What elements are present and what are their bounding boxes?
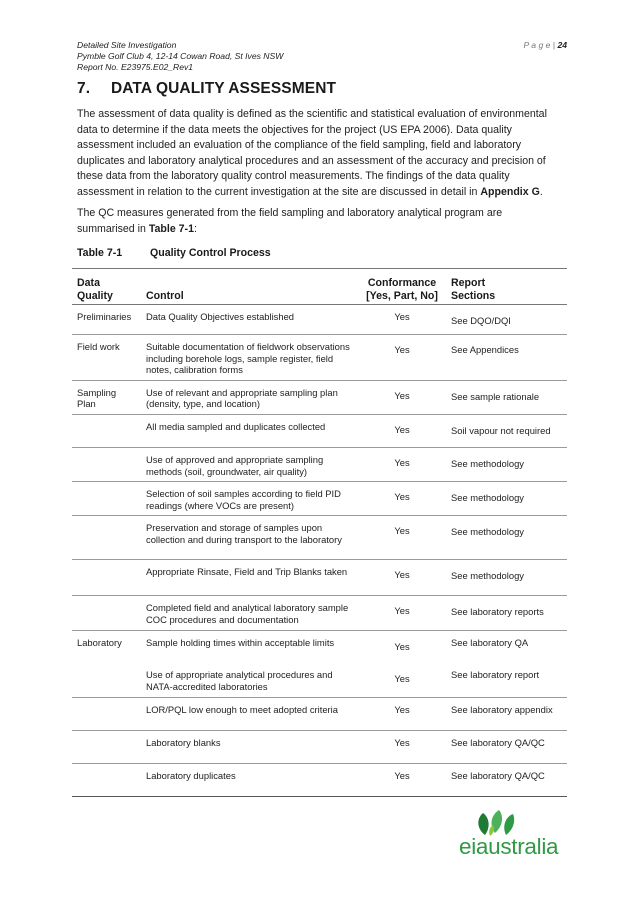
cell-data-quality bbox=[72, 697, 141, 730]
cell-data-quality bbox=[72, 516, 141, 560]
cell-report-section: See methodology bbox=[446, 482, 567, 516]
cell-report-section: Soil vapour not required bbox=[446, 414, 567, 447]
table-row bbox=[72, 730, 567, 763]
table-row bbox=[72, 305, 567, 335]
section-title: DATA QUALITY ASSESSMENT bbox=[111, 80, 337, 97]
cell-report-section: See methodology bbox=[446, 560, 567, 596]
cell-data-quality bbox=[72, 560, 141, 596]
cell-control: Selection of soil samples according to field PID readings (where VOCs are present) bbox=[141, 482, 358, 516]
cell-data-quality bbox=[72, 730, 141, 763]
cell-control: Laboratory blanks bbox=[141, 730, 358, 763]
header-data-quality: Data Quality bbox=[72, 269, 141, 305]
cell-conformance: Yes bbox=[358, 663, 446, 697]
intro-paragraph bbox=[77, 107, 562, 201]
cell-data-quality bbox=[72, 596, 141, 630]
cell-report-section: See sample rationale bbox=[446, 380, 567, 414]
table-reference: Table 7-1 bbox=[148, 222, 194, 235]
cell-control: Appropriate Rinsate, Field and Trip Blanks taken bbox=[141, 560, 358, 596]
cell-control: Preservation and storage of samples upon collection and during transport to the laboratory bbox=[141, 516, 358, 560]
cell-control: Completed field and analytical laboratory sample COC procedures and documentation bbox=[141, 596, 358, 630]
cell-control: All media sampled and duplicates collected bbox=[141, 414, 358, 447]
table-row bbox=[72, 560, 567, 596]
cell-conformance: Yes bbox=[358, 305, 446, 335]
cell-control: Suitable documentation of fieldwork observations including borehole logs, sample register, field notes, calibration forms bbox=[141, 335, 358, 381]
cell-data-quality bbox=[72, 763, 141, 796]
cell-conformance: Yes bbox=[358, 380, 446, 414]
header-conformance: Conformance [Yes, Part, No] bbox=[358, 269, 446, 305]
cell-conformance: Yes bbox=[358, 447, 446, 481]
cell-conformance: Yes bbox=[358, 335, 446, 381]
header-report-sections: Report Sections bbox=[446, 269, 567, 305]
table-header-row bbox=[72, 269, 567, 305]
qc-summary-text: The QC measures generated from the field sampling and laboratory analytical program are summarised in bbox=[77, 207, 503, 235]
table-row bbox=[72, 335, 567, 381]
cell-report-section: See laboratory reports bbox=[446, 596, 567, 630]
cell-data-quality: Sampling Plan bbox=[72, 380, 141, 414]
table-row bbox=[72, 697, 567, 730]
cell-conformance: Yes bbox=[358, 482, 446, 516]
cell-report-section: See laboratory report bbox=[446, 663, 567, 697]
table-body bbox=[72, 305, 567, 797]
cell-control: Use of appropriate analytical procedures and NATA-accredited laboratories bbox=[141, 663, 358, 697]
logo-leaf-left bbox=[478, 813, 488, 835]
cell-report-section: See methodology bbox=[446, 447, 567, 481]
table-row bbox=[72, 630, 567, 663]
table-row bbox=[72, 414, 567, 447]
cell-conformance: Yes bbox=[358, 763, 446, 796]
cell-report-section: See laboratory QA/QC bbox=[446, 730, 567, 763]
table-row bbox=[72, 482, 567, 516]
qc-summary-end: : bbox=[193, 222, 197, 235]
table-row bbox=[72, 763, 567, 796]
page-number-indicator bbox=[524, 40, 568, 50]
cell-conformance: Yes bbox=[358, 730, 446, 763]
cell-report-section: See Appendices bbox=[446, 335, 567, 381]
header-document-title: Detailed Site Investigation bbox=[77, 40, 177, 50]
cell-control: Data Quality Objectives established bbox=[141, 305, 358, 335]
cell-control: Use of approved and appropriate sampling methods (soil, groundwater, air quality) bbox=[141, 447, 358, 481]
cell-data-quality: Preliminaries bbox=[72, 305, 141, 335]
cell-report-section: See methodology bbox=[446, 516, 567, 560]
cell-conformance: Yes bbox=[358, 596, 446, 630]
table-row bbox=[72, 516, 567, 560]
table-row bbox=[72, 447, 567, 481]
table-caption bbox=[77, 247, 271, 259]
cell-data-quality bbox=[72, 414, 141, 447]
cell-report-section: See laboratory appendix bbox=[446, 697, 567, 730]
cell-conformance: Yes bbox=[358, 697, 446, 730]
page-label: P a g e | bbox=[523, 40, 556, 50]
cell-conformance: Yes bbox=[358, 414, 446, 447]
cell-report-section: See laboratory QA bbox=[451, 636, 529, 648]
appendix-reference: Appendix G bbox=[480, 185, 540, 198]
section-number: 7. bbox=[77, 80, 91, 97]
table-row bbox=[72, 663, 567, 697]
cell-control: LOR/PQL low enough to meet adopted criteria bbox=[141, 697, 358, 730]
cell-control: Use of relevant and appropriate sampling plan (density, type, and location) bbox=[141, 380, 358, 414]
table-caption-number: Table 7-1 bbox=[77, 247, 123, 259]
cell-data-quality: Laboratory bbox=[77, 636, 122, 648]
logo-leaf-right bbox=[504, 814, 514, 835]
cell-data-quality bbox=[72, 663, 141, 697]
table-row bbox=[72, 380, 567, 414]
table-caption-title: Quality Control Process bbox=[150, 247, 271, 259]
logo-wordmark: eiaustralia bbox=[459, 834, 559, 859]
section-heading bbox=[77, 80, 336, 98]
qc-summary-paragraph bbox=[77, 206, 562, 237]
cell-data-quality bbox=[72, 482, 141, 516]
cell-data-quality bbox=[72, 447, 141, 481]
cell-control: Laboratory duplicates bbox=[141, 763, 358, 796]
page-number: 24 bbox=[557, 40, 567, 50]
cell-conformance: Yes bbox=[358, 560, 446, 596]
header-site-address: Pymble Golf Club 4, 12-14 Cowan Road, St Ives NSW bbox=[77, 51, 284, 61]
cell-control: Sample holding times within acceptable limits bbox=[146, 636, 335, 648]
header-report-number: Report No. E23975.E02_Rev1 bbox=[77, 62, 194, 72]
intro-paragraph-end: . bbox=[539, 185, 543, 198]
header-control: Control bbox=[141, 269, 358, 305]
cell-report-section: See DQO/DQI bbox=[446, 305, 567, 335]
cell-report-section: See laboratory QA/QC bbox=[446, 763, 567, 796]
quality-control-table bbox=[72, 268, 567, 797]
page-header bbox=[77, 40, 567, 73]
cell-conformance: Yes bbox=[394, 640, 410, 652]
cell-data-quality: Field work bbox=[72, 335, 141, 381]
cell-conformance: Yes bbox=[358, 516, 446, 560]
intro-paragraph-text: The assessment of data quality is defined as the scientific and statistical evaluation of environmental data to determine if the data meets the objectives for the project (US EPA 2006). Data quality assessment included an evaluation of the compliance of the field sampling, field and laboratory duplicates and laboratory analytical procedures and an assessment of the accuracy and precision of these data from the laboratory quality control measurements. The findings of the data quality assessment in relation to the current investigation at the site are discussed in detail in bbox=[77, 108, 547, 198]
table-row bbox=[72, 596, 567, 630]
